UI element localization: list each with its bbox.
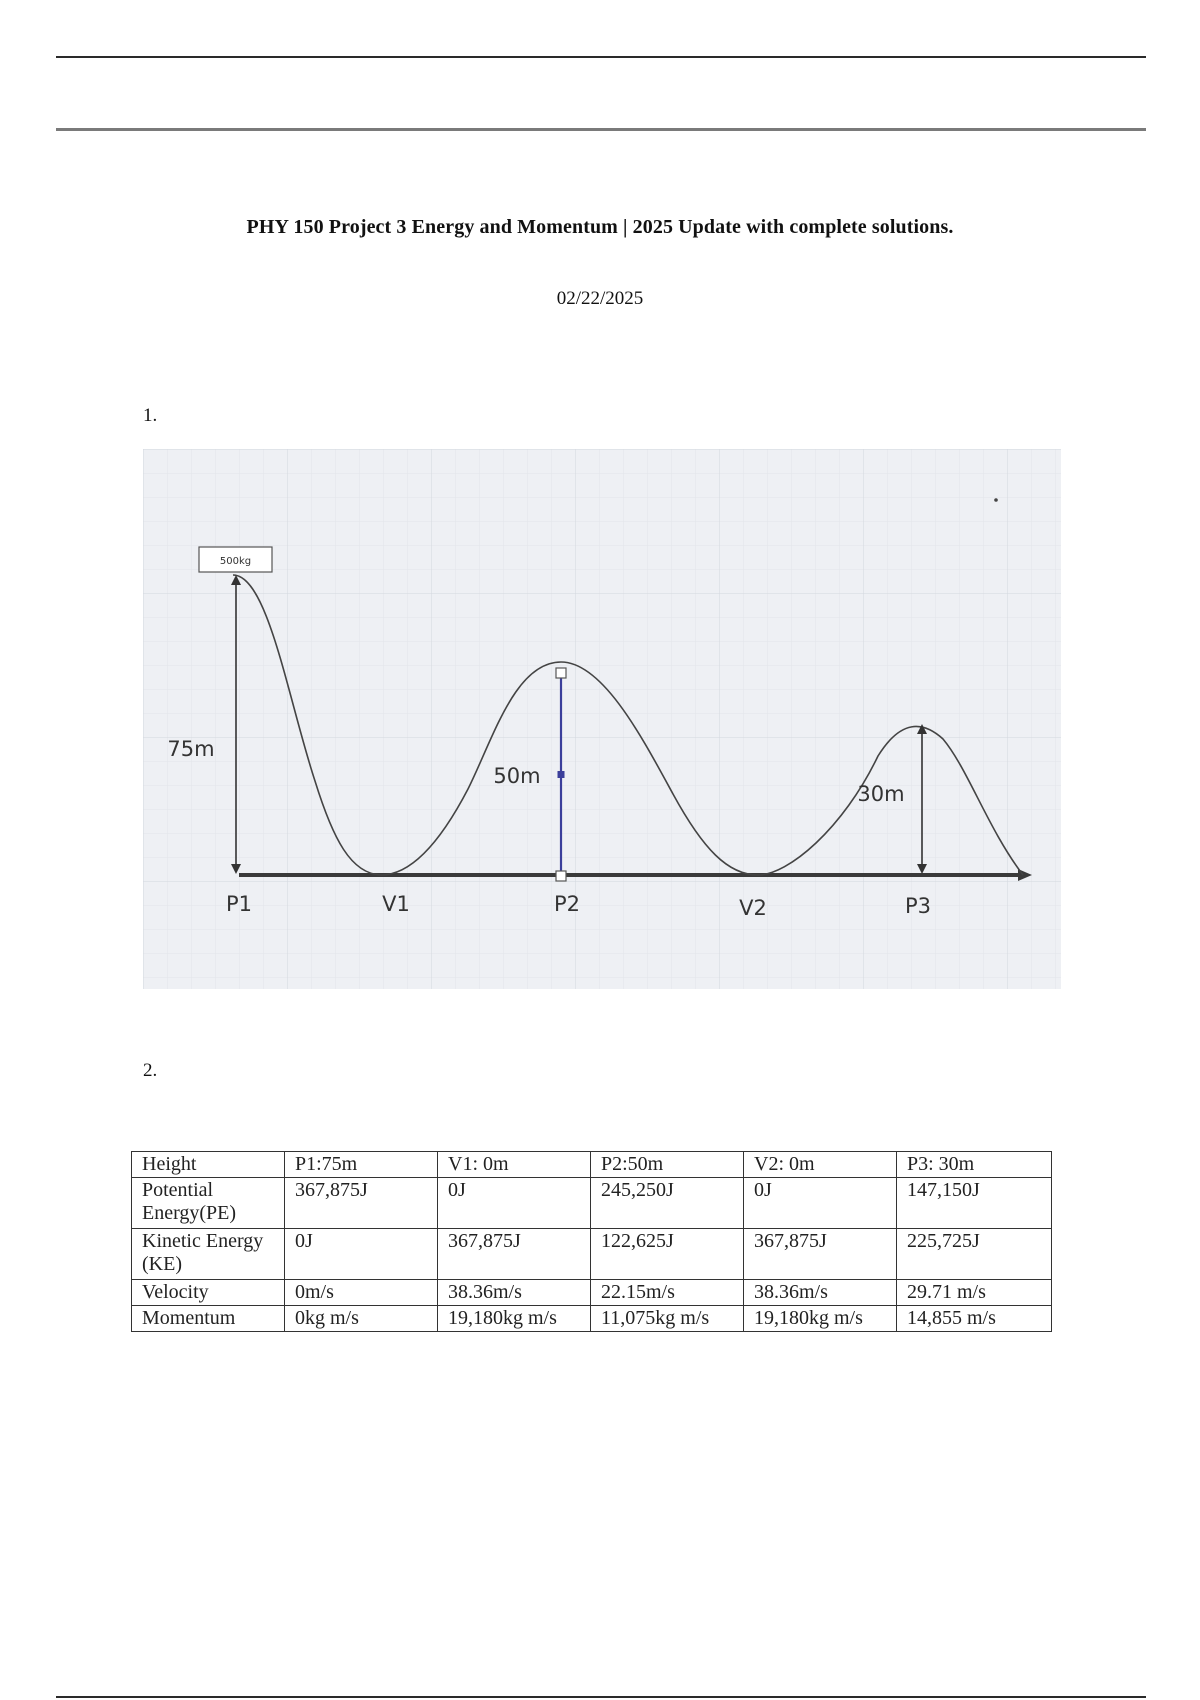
header-rule-secondary <box>56 128 1146 131</box>
mass-label: 500kg <box>219 556 252 567</box>
table-cell: Height <box>132 1152 285 1178</box>
p2-top-handle <box>556 668 566 678</box>
document-date: 02/22/2025 <box>556 288 644 309</box>
footer-rule <box>56 1696 1146 1698</box>
table-row-kinetic-energy <box>132 1229 1052 1280</box>
point-label-p2: P2 <box>553 892 581 916</box>
table-cell: 38.36m/s <box>438 1280 591 1306</box>
table-cell: 29.71 m/s <box>897 1280 1052 1306</box>
table-cell: 19,180kg m/s <box>438 1306 591 1332</box>
table-cell: 122,625J <box>591 1229 744 1280</box>
point-label-v2: V2 <box>739 896 767 920</box>
table-cell: 367,875J <box>744 1229 897 1280</box>
question-2-number: 2. <box>143 1060 158 1081</box>
p2-bottom-handle <box>556 871 566 881</box>
table-cell: Kinetic Energy (KE) <box>132 1229 285 1280</box>
table-cell: 0J <box>438 1178 591 1229</box>
table-cell: P2:50m <box>591 1152 744 1178</box>
table-cell: V2: 0m <box>744 1152 897 1178</box>
table-cell: 245,250J <box>591 1178 744 1229</box>
table-cell: P1:75m <box>285 1152 438 1178</box>
question-1-number: 1. <box>143 405 158 426</box>
p2-mid-handle <box>558 771 565 778</box>
table-cell: 0m/s <box>285 1280 438 1306</box>
table-cell: Potential Energy(PE) <box>132 1178 285 1229</box>
table-cell: 38.36m/s <box>744 1280 897 1306</box>
document-title: PHY 150 Project 3 Energy and Momentum | 2025 Update with complete solutions. <box>246 216 954 238</box>
roller-coaster-diagram <box>143 449 1061 989</box>
table-row-potential-energy <box>132 1178 1052 1229</box>
table-cell: 0kg m/s <box>285 1306 438 1332</box>
table-cell: 11,075kg m/s <box>591 1306 744 1332</box>
table-row-momentum <box>132 1306 1052 1332</box>
table-cell: P3: 30m <box>897 1152 1052 1178</box>
table-cell: V1: 0m <box>438 1152 591 1178</box>
energy-momentum-table <box>131 1151 1052 1332</box>
table-row-velocity <box>132 1280 1052 1306</box>
roller-coaster-svg <box>143 449 1061 989</box>
point-label-v1: V1 <box>382 892 410 916</box>
height-label-p1: 75m <box>167 737 215 761</box>
table-cell: 19,180kg m/s <box>744 1306 897 1332</box>
table-cell: Momentum <box>132 1306 285 1332</box>
table-cell: 367,875J <box>285 1178 438 1229</box>
table-cell: 225,725J <box>897 1229 1052 1280</box>
table-cell: 0J <box>285 1229 438 1280</box>
table-cell: 22.15m/s <box>591 1280 744 1306</box>
table-cell: 147,150J <box>897 1178 1052 1229</box>
height-label-p3: 30m <box>857 782 905 806</box>
table-cell: 367,875J <box>438 1229 591 1280</box>
table-cell: 0J <box>744 1178 897 1229</box>
point-label-p3: P3 <box>904 894 932 918</box>
table-cell: 14,855 m/s <box>897 1306 1052 1332</box>
table-cell: Velocity <box>132 1280 285 1306</box>
height-label-p2: 50m <box>493 764 541 788</box>
table-row-height <box>132 1152 1052 1178</box>
point-label-p1: P1 <box>225 892 253 916</box>
header-rule <box>56 56 1146 58</box>
stray-dot <box>994 498 998 502</box>
